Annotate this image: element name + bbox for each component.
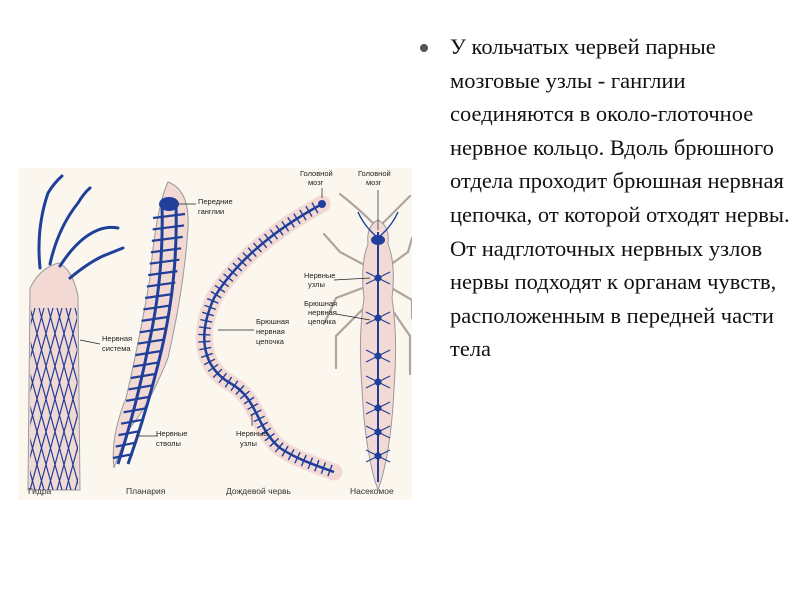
- planaria-ganglia-label-line1: Передние: [198, 197, 233, 206]
- insect-chain-label-line2: нервная: [308, 308, 337, 317]
- hydra-label-line2: система: [102, 344, 131, 353]
- earthworm-nodes-label-line2: узлы: [240, 439, 257, 448]
- insect-brain-label-line2: мозг: [366, 178, 382, 187]
- earthworm-chain-label-line2: нервная: [256, 327, 285, 336]
- insect-brain: [371, 235, 385, 245]
- nervous-systems-figure: [18, 168, 412, 500]
- caption-earthworm: Дождевой червь: [226, 486, 291, 496]
- earthworm-chain-label-line3: цепочка: [256, 337, 284, 346]
- earthworm-brain-label-line1: Головной: [300, 169, 333, 178]
- insect-nodes-label-line2: узлы: [308, 280, 325, 289]
- insect-brain-label-line1: Головной: [358, 169, 391, 178]
- earthworm-chain-label-line1: Брюшная: [256, 317, 290, 326]
- caption-hydra: Гидра: [28, 486, 52, 496]
- planaria-trunks-label-line1: Нервные: [156, 429, 188, 438]
- bullet-text: У кольчатых червей парные мозговые узлы - ганглии соединяются в около-глоточное нервное кольцо. Вдоль брюшного отдела проходит брюшная нервная цепочка, от которой отходят нервы. От надглоточных нервных узлов нервы подходят к органам чувств, расположенным в передней части тела: [450, 34, 790, 362]
- insect-chain-label-line1: Брюшная: [304, 299, 338, 308]
- caption-planaria: Планария: [126, 486, 166, 496]
- earthworm-nodes-label-line1: Нервные: [236, 429, 268, 438]
- earthworm-brain: [318, 200, 326, 208]
- insect-nodes-label-line1: Нервные: [304, 271, 336, 280]
- insect-chain-label-line3: цепочка: [308, 317, 336, 326]
- caption-insect: Насекомое: [350, 486, 394, 496]
- planaria-ganglia: [159, 197, 179, 211]
- planaria-trunks-label-line2: стволы: [156, 439, 181, 448]
- hydra-label-line1: Нервная: [102, 334, 133, 343]
- planaria-ganglia-label-line2: ганглии: [198, 207, 225, 216]
- bullet-dot-icon: [420, 44, 428, 52]
- earthworm-brain-label-line2: мозг: [308, 178, 324, 187]
